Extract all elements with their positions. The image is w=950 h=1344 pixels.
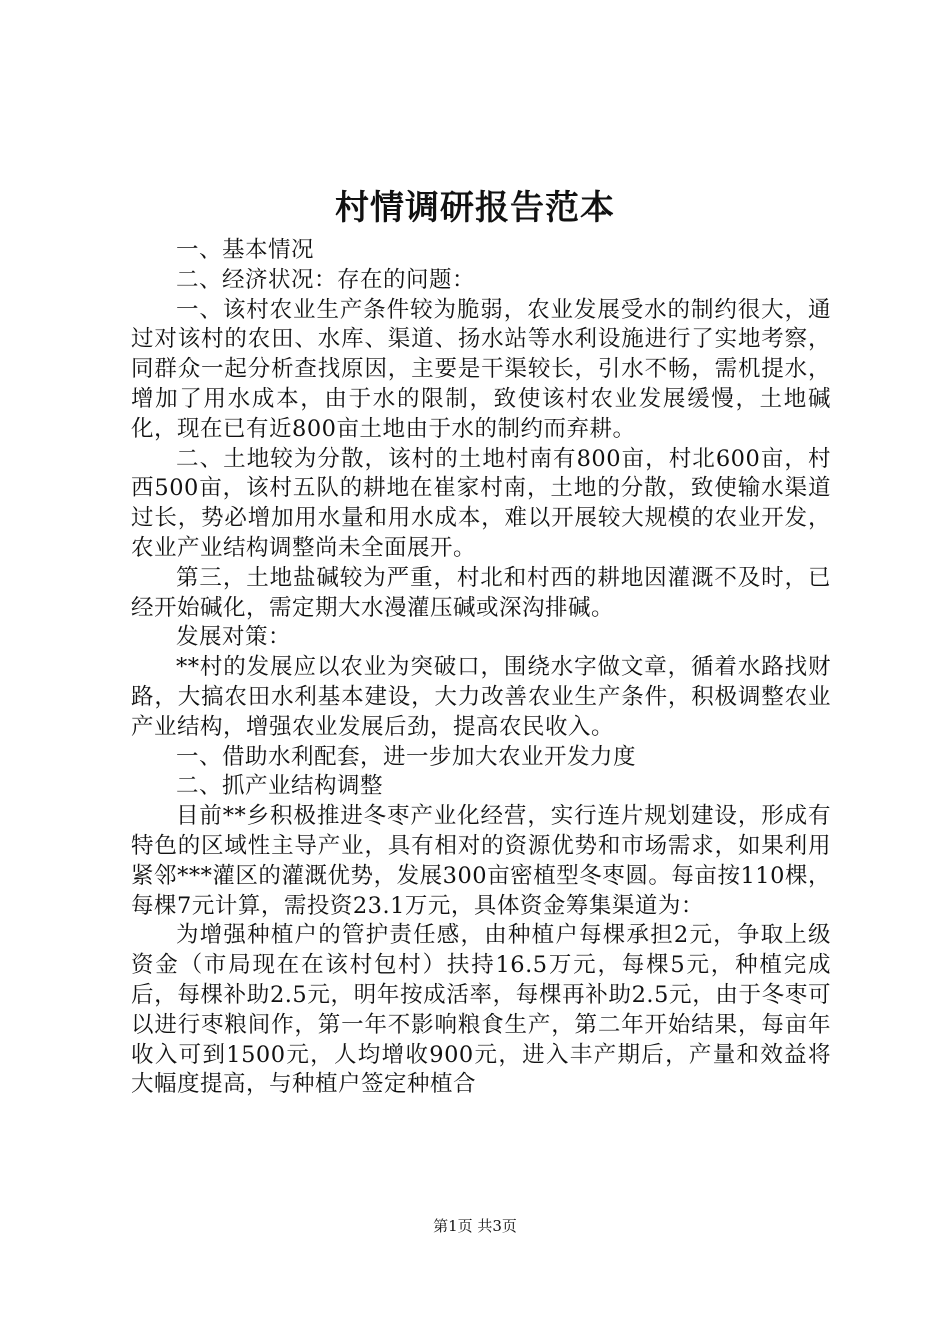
paragraph: 二、土地较为分散，该村的土地村南有800亩，村北600亩，村西500亩，该村五队的耕地在崔家村南，土地的分散，致使输水渠道过长，势必增加用水量和用水成本，难以开展较大规模的农业开发，农业产业结构调整尚未全面展开。: [131, 445, 831, 561]
paragraph: 目前**乡积极推进冬枣产业化经营，实行连片规划建设，形成有特色的区域性主导产业，具有相对的资源优势和市场需求，如果利用紧邻***灌区的灌溉优势，发展300亩密植型冬枣圆。每亩按110棵，每棵7元计算，需投资23.1万元，具体资金筹集渠道为：: [131, 803, 831, 919]
paragraph: 为增强种植户的管护责任感，由种植户每棵承担2元，争取上级资金（市局现在在该村包村）扶持16.5万元，每棵5元，种植完成后，每棵补助2.5元，明年按成活率，每棵再补助2.5元，由于冬枣可以进行枣粮间作，第一年不影响粮食生产，第二年开始结果，每亩年收入可到1500元，人均增收900元，进入丰产期后，产量和效益将大幅度提高，与种植户签定种植合: [131, 922, 831, 1098]
document-title: 村情调研报告范本: [335, 188, 615, 228]
paragraph: 二、抓产业结构调整: [176, 773, 384, 800]
paragraph: **村的发展应以农业为突破口，围绕水字做文章，循着水路找财路，大搞农田水利基本建设，大力改善农业生产条件，积极调整农业产业结构，增强农业发展后劲，提高农民收入。: [131, 654, 831, 740]
paragraph: 二、经济状况：存在的问题：: [176, 266, 476, 293]
page-footer: 第1页 共3页: [433, 1217, 517, 1235]
paragraph: 一、借助水利配套，进一步加大农业开发力度: [176, 743, 637, 770]
document-body: [131, 236, 831, 1100]
paragraph: 发展对策：: [176, 624, 292, 651]
paragraph: 一、基本情况: [176, 237, 315, 263]
paragraph: 第三，土地盐碱较为严重，村北和村西的耕地因灌溉不及时，已经开始碱化，需定期大水漫灌压碱或深沟排碱。: [131, 564, 831, 621]
paragraph: 一、该村农业生产条件较为脆弱，农业发展受水的制约很大，通过对该村的农田、水库、渠道、扬水站等水利设施进行了实地考察，同群众一起分析查找原因，主要是干渠较长，引水不畅，需机提水，增加了用水成本，由于水的限制，致使该村农业发展缓慢，土地碱化，现在已有近800亩土地由于水的制约而弃耕。: [131, 296, 831, 442]
